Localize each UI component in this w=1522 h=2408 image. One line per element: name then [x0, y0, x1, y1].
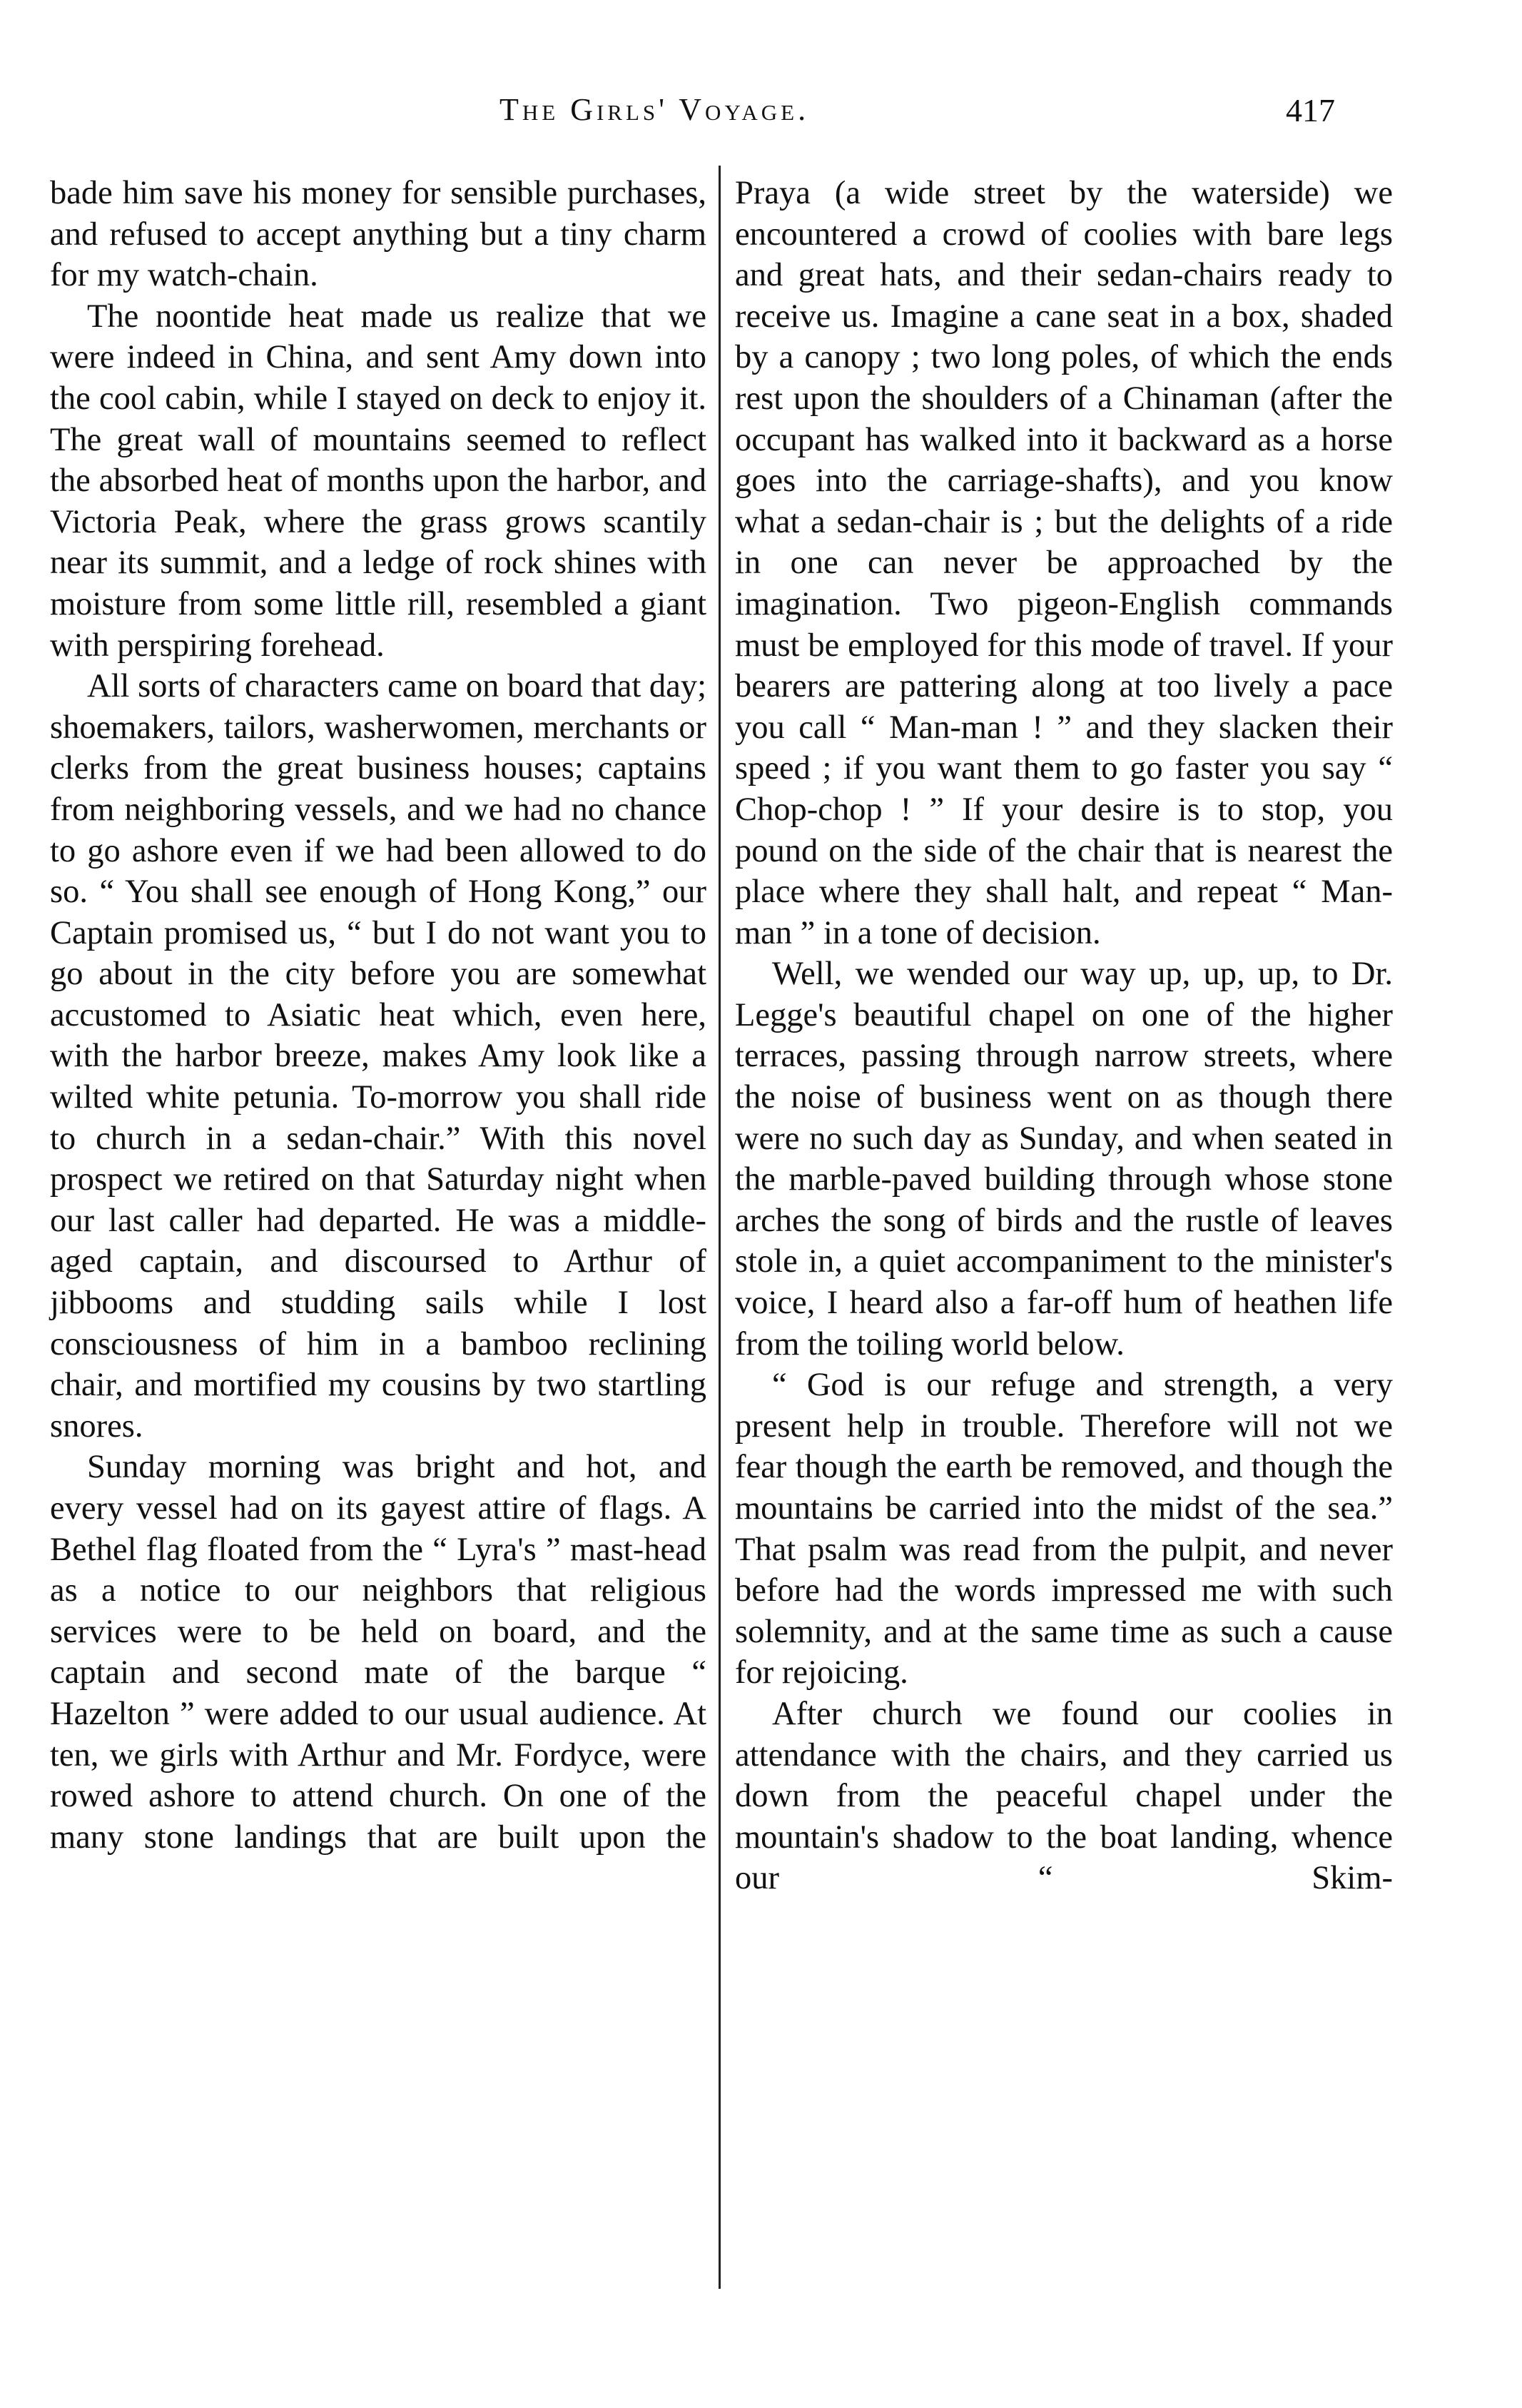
paragraph: bade him save his money for sensible purchases, and refused to accept anything but a tiny charm for my watch-chain. [50, 175, 706, 294]
paragraph: The noontide heat made us realize that we were indeed in China, and sent Amy down into the cool cabin, while I stayed on deck to enjoy it. The great wall of mountains seemed to reflect the absorbed heat of months upon the harbor, and Victoria Peak, where the grass grows scantily near its summit, and a ledge of rock shines with moisture from some little rill, resembled a giant with perspiring forehead. [50, 298, 706, 664]
paragraph: Well, we wended our way up, up, up, to Dr. Legge's beautiful chapel on one of the higher terraces, passing through narrow streets, where the noise of business went on as though there were no such day as Sunday, and when seated in the marble-paved building through whose stone arches the song of birds and the rustle of leaves stole in, a quiet accompaniment to the minister's voice, I heard also a far-off hum of heathen life from the toiling world below. [735, 956, 1393, 1362]
paragraph: “ God is our refuge and strength, a very present help in trouble. Therefore will not we fear though the earth be removed, and though the mountains be carried into the midst of the sea.” That psalm was read from the pulpit, and never before had the words impressed me with such solemnity, and at the same time as such a cause for rejoicing. [735, 1367, 1393, 1691]
column-divider [719, 166, 721, 2289]
left-column [50, 173, 706, 2292]
paragraph: Sunday morning was bright and hot, and every vessel had on its gayest attire of flags. A Bethel flag floated from the “ Lyra's ” mast-head as a notice to our neighbors that religious services were to be held on board, and the captain and second mate of the barque “ Hazelton ” were added to our usual audience. At ten, we girls with Arthur and Mr. Fordyce, were rowed ashore to attend church. On one of the many stone landings that are built upon the [50, 1449, 706, 1856]
paragraph: After church we found our coolies in attendance with the chairs, and they carried us down from the peaceful chapel under the mountain's shadow to the boat landing, whence our “ Skim- [735, 1695, 1393, 1897]
running-title: The Girls' Voyage. [499, 92, 810, 127]
page-number: 417 [1286, 92, 1335, 128]
page-header [0, 86, 1522, 143]
paragraph: All sorts of characters came on board that day; shoemakers, tailors, washerwomen, merchants or clerks from the great business houses; captains from neighboring vessels, and we had no chance to go ashore even if we had been allowed to do so. “ You shall see enough of Hong Kong,” our Captain promised us, “ but I do not want you to go about in the city before you are somewhat accustomed to Asiatic heat which, even here, with the harbor breeze, makes Amy look like a wilted white petunia. To-morrow you shall ride to church in a sedan-chair.” With this novel prospect we retired on that Saturday night when our last caller had departed. He was a middle-aged captain, and discoursed to Arthur of jibbooms and studding sails while I lost consciousness of him in a bamboo reclining chair, and mortified my cousins by two startling snores. [50, 668, 706, 1445]
paragraph: Praya (a wide street by the waterside) we encountered a crowd of coolies with bare legs and great hats, and their sedan-chairs ready to receive us. Imagine a cane seat in a box, shaded by a canopy ; two long poles, of which the ends rest upon the shoulders of a Chinaman (after the occupant has walked into it backward as a horse goes into the carriage-shafts), and you know what a sedan-chair is ; but the delights of a ride in one can never be approached by the imagination. Two pigeon-English commands must be employed for this mode of travel. If your bearers are pattering along at too lively a pace you call “ Man-man ! ” and they slacken their speed ; if you want them to go faster you say “ Chop-chop ! ” If your desire is to stop, you pound on the side of the chair that is nearest the place where they shall halt, and repeat “ Man-man ” in a tone of decision. [735, 175, 1393, 951]
right-column [735, 173, 1393, 2292]
